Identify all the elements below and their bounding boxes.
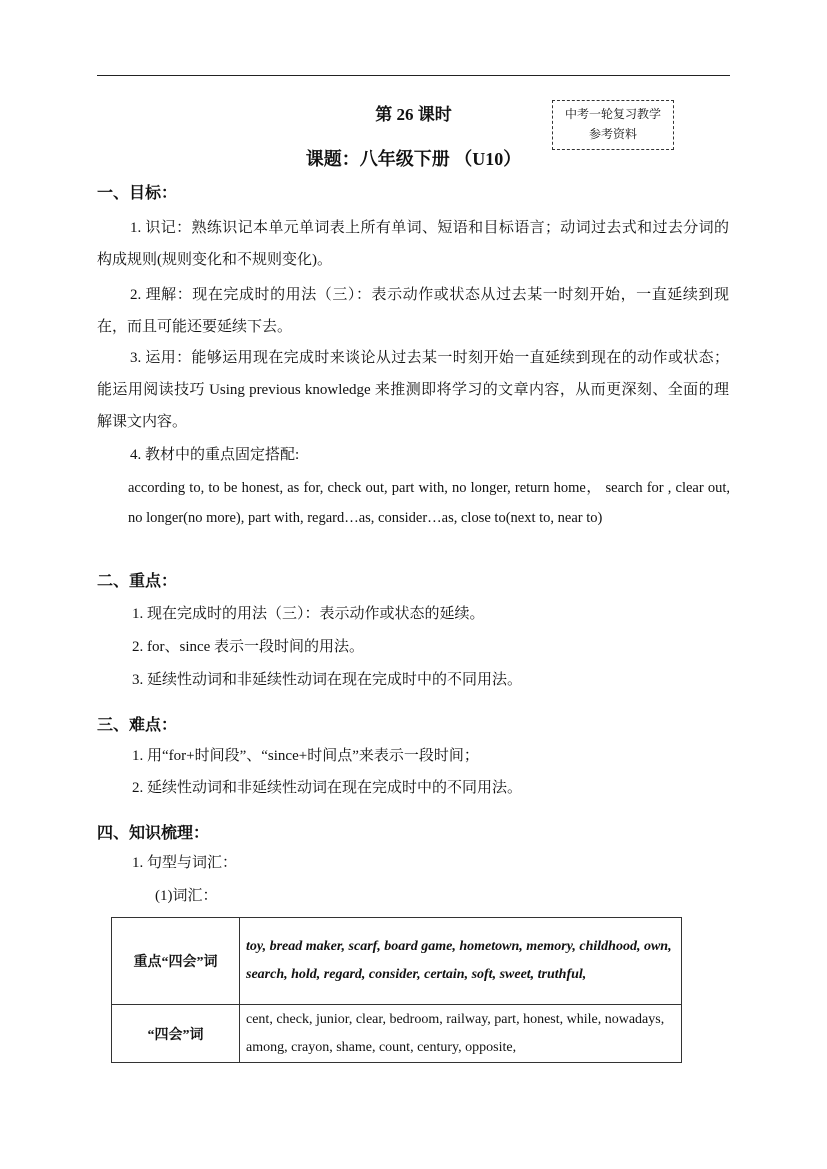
knowledge-sub-2: (1)词汇： [155, 888, 218, 904]
objective-2: 2. 理解：现在完成时的用法（三）：表示动作或状态从过去某一时刻开始，一直延续到现在，而且可能还要延续下去。 [97, 287, 729, 335]
vocabulary-table [111, 917, 682, 1063]
lesson-number: 第 26 课时 [375, 105, 452, 124]
row-label: “四会”词 [112, 1005, 240, 1063]
difficulty-2: 2. 延续性动词和非延续性动词在现在完成时中的不同用法。 [132, 780, 523, 796]
key-point-1: 1. 现在完成时的用法（三）：表示动作或状态的延续。 [132, 606, 485, 622]
stamp-line-1: 中考一轮复习教学 [564, 107, 661, 121]
key-point-3: 3. 延续性动词和非延续性动词在现在完成时中的不同用法。 [132, 672, 523, 688]
row-words: cent, check, junior, clear, bedroom, railway, part, honest, while, nowadays, among, crayon, shame, count, century, opposite, [240, 1005, 682, 1063]
objective-4: 4. 教材中的重点固定搭配: [130, 447, 300, 463]
key-points-heading: 二、重点： [97, 573, 178, 590]
table-row [112, 1005, 682, 1063]
objective-3: 3. 运用：能够运用现在完成时来谈论从过去某一时刻开始一直延续到现在的动作或状态；能运用阅读技巧 Using previous knowledge 来推测即将学习的文章内容，从而更深刻、全面的理解课文内容。 [97, 350, 729, 430]
objective-1: 1. 识记：熟练识记本单元单词表上所有单词、短语和目标语言；动词过去式和过去分词的构成规则(规则变化和不规则变化)。 [97, 220, 729, 268]
difficulty-1: 1. 用“for+时间段”、“since+时间点”来表示一段时间； [132, 748, 479, 764]
knowledge-heading: 四、知识梳理： [97, 825, 210, 842]
difficulties-heading: 三、难点： [97, 717, 178, 734]
table-row [112, 918, 682, 1005]
key-point-2: 2. for、since 表示一段时间的用法。 [132, 639, 365, 655]
key-phrases: according to, to be honest, as for, check out, part with, no longer, return home， search for , clear out, no longer(no more), part with, regard…as, consider…as, close to(next to, near to) [128, 480, 730, 526]
stamp-line-2: 参考资料 [588, 127, 637, 141]
row-label: 重点“四会”词 [112, 918, 240, 1005]
objectives-heading: 一、目标： [97, 185, 178, 202]
lesson-topic: 课题：八年级下册 （U10） [305, 149, 522, 169]
row-words: toy, bread maker, scarf, board game, hometown, memory, childhood, own, search, hold, regard, consider, certain, soft, sweet, truthful, [240, 918, 682, 1005]
header-rule [97, 75, 730, 76]
reference-stamp [552, 100, 674, 150]
knowledge-sub-1: 1. 句型与词汇： [132, 855, 238, 871]
